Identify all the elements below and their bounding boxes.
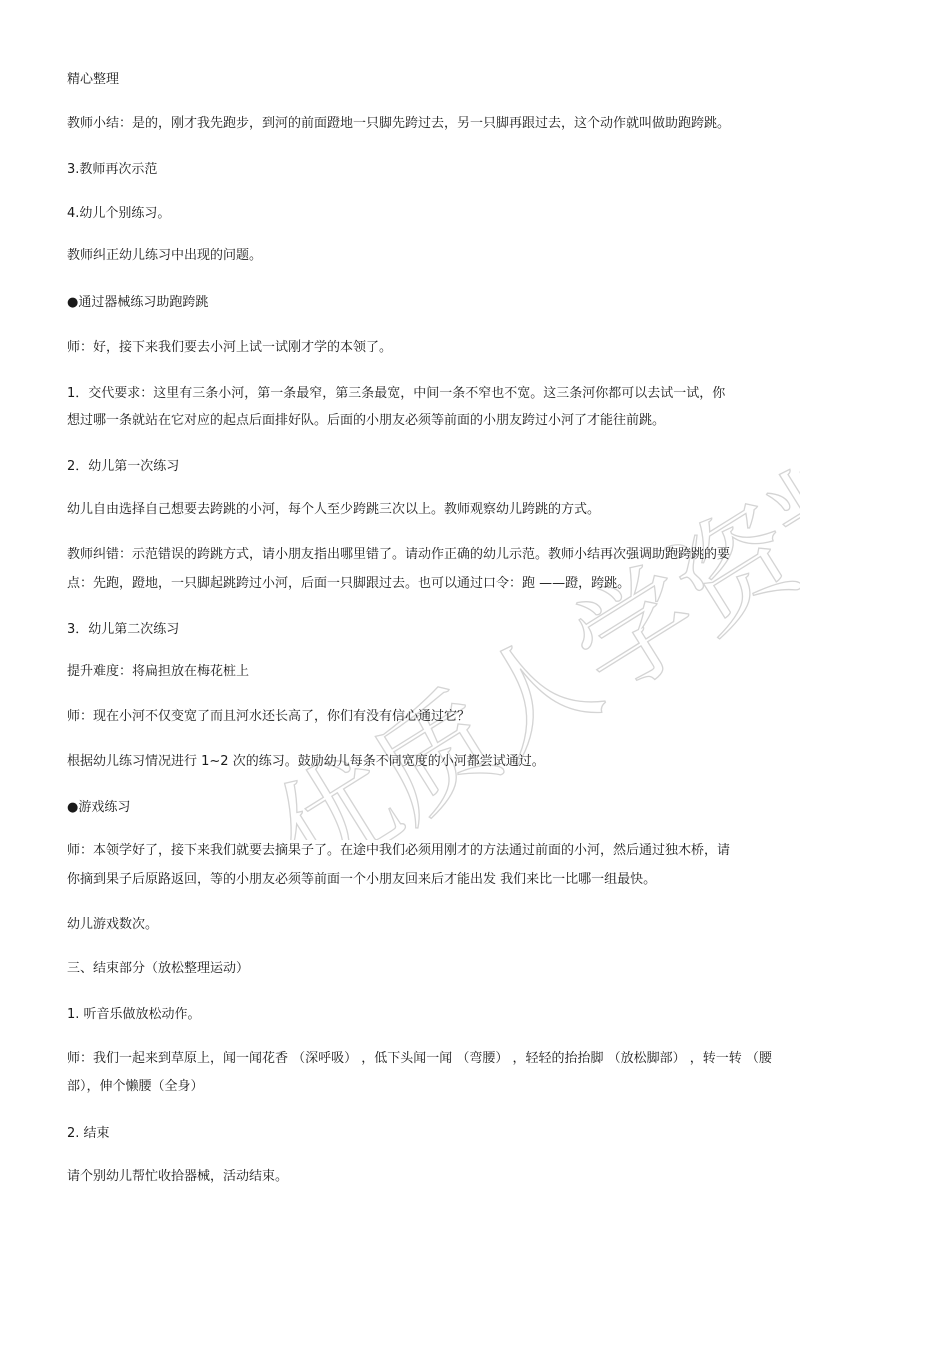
text-line: 3.教师再次示范 — [67, 162, 158, 177]
text-line: 教师小结：是的，刚才我先跑步，到河的前面蹬地一只脚先跨过去，另一只脚再跟过去，这个动作就叫做助跑跨跳。 — [67, 116, 731, 131]
text-line: 师：本领学好了，接下来我们就要去摘果子了。在途中我们必须用刚才的方法通过前面的小河，然后通过独木桥，请 — [67, 843, 731, 858]
text-line: 师：我们一起来到草原上，闻一闻花香 （深呼吸） ，低下头闻一闻 （弯腰） ，轻轻的抬抬脚 （放松脚部） ，转一转 （腰 — [67, 1051, 772, 1066]
text-line: 点：先跑，蹬地，一只脚起跳跨过小河，后面一只脚跟过去。也可以通过口令：跑 ——蹬，跨跳。 — [67, 576, 631, 591]
text-line: 师：现在小河不仅变宽了而且河水还长高了，你们有没有信心通过它？ — [67, 709, 471, 724]
text-line: 部），伸个懒腰（全身） — [67, 1079, 204, 1094]
text-line: 2. 结束 — [67, 1126, 110, 1141]
watermark — [180, 420, 800, 840]
text-line: 师：好，接下来我们要去小河上试一试刚才学的本领了。 — [67, 340, 393, 355]
text-line: 请个别幼儿帮忙收拾器械，活动结束。 — [67, 1169, 289, 1184]
text-line: 教师纠正幼儿练习中出现的问题。 — [67, 248, 263, 263]
text-line: 1. 听音乐做放松动作。 — [67, 1007, 201, 1022]
text-line: 提升难度：将扁担放在梅花桩上 — [67, 664, 250, 679]
text-line: 你摘到果子后原路返回，等的小朋友必须等前面一个小朋友回来后才能出发 我们来比一比哪一组最快。 — [67, 872, 657, 887]
text-line: 想过哪一条就站在它对应的起点后面排好队。后面的小朋友必须等前面的小朋友跨过小河了才能往前跳。 — [67, 413, 666, 428]
text-line: 根据幼儿练习情况进行 1~2 次的练习。鼓励幼儿每条不同宽度的小河都尝试通过。 — [67, 754, 545, 769]
section-heading: 三、结束部分（放松整理运动） — [67, 961, 250, 976]
text-line: 2．幼儿第一次练习 — [67, 459, 180, 474]
text-line: 教师纠错：示范错误的跨跳方式，请小朋友指出哪里错了。请动作正确的幼儿示范。教师小结再次强调助跑跨跳的要 — [67, 547, 731, 562]
section-heading: ●游戏练习 — [67, 800, 131, 815]
text-line: 4.幼儿个别练习。 — [67, 206, 171, 221]
text-line: 幼儿游戏数次。 — [67, 917, 159, 932]
watermark-text: 优质人学资料 — [249, 420, 800, 840]
text-line: 1．交代要求：这里有三条小河，第一条最窄，第三条最宽，中间一条不窄也不宽。这三条河你都可以去试一试，你 — [67, 386, 726, 401]
section-heading: ●通过器械练习助跑跨跳 — [67, 295, 209, 310]
page-header: 精心整理 — [67, 72, 120, 87]
text-line: 3．幼儿第二次练习 — [67, 622, 180, 637]
text-line: 幼儿自由选择自己想要去跨跳的小河，每个人至少跨跳三次以上。教师观察幼儿跨跳的方式。 — [67, 502, 601, 517]
